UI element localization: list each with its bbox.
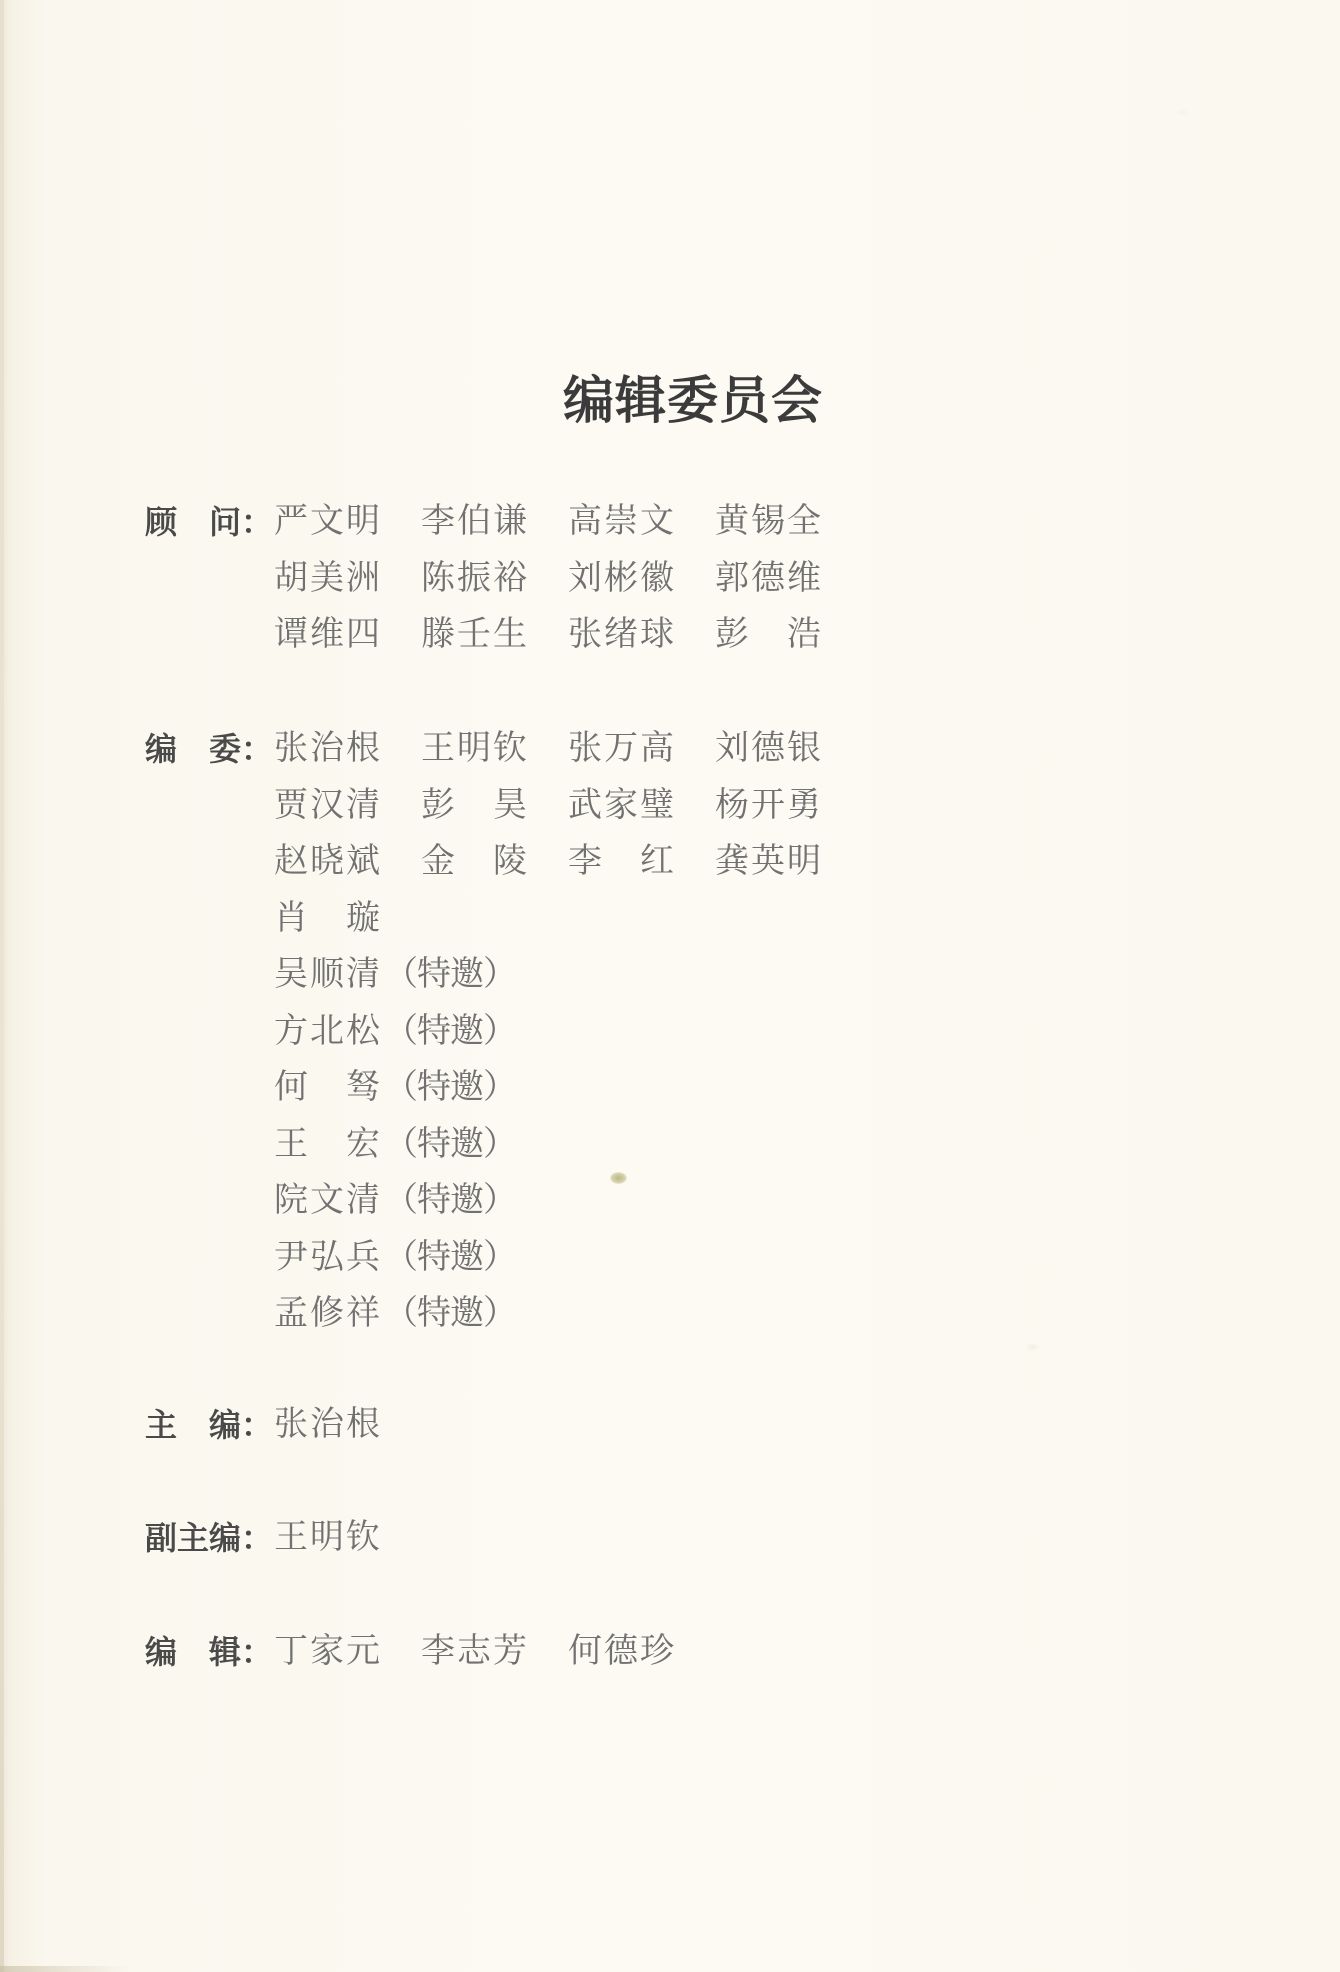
committee-member — [274, 1635, 381, 1669]
name-row — [274, 1184, 516, 1218]
committee-member — [274, 1012, 516, 1050]
name-row — [274, 1238, 516, 1276]
committee-row — [145, 891, 822, 948]
committee-member — [715, 732, 822, 766]
member-suffix-invited: （特邀） — [384, 956, 516, 994]
member-name: 刘彬徽 — [568, 559, 676, 597]
member-suffix-invited: （特邀） — [384, 1125, 516, 1163]
member-name: 陈振裕 — [421, 559, 529, 597]
committee-row — [145, 1397, 381, 1454]
committee-row — [145, 1117, 822, 1174]
committee-row — [145, 1060, 822, 1117]
committee-row — [145, 551, 822, 608]
committee-member — [274, 845, 381, 879]
committee-member — [274, 559, 382, 597]
committee-member — [421, 845, 528, 879]
committee-member — [421, 732, 528, 766]
member-name: 武家璧 — [568, 786, 676, 824]
member-name: 李 红 — [568, 843, 676, 881]
name-row — [274, 559, 823, 597]
committee-member — [715, 786, 823, 824]
member-name: 龚英明 — [715, 843, 823, 881]
committee-member — [274, 618, 381, 652]
committee-member — [421, 618, 528, 652]
committee-member — [421, 1635, 528, 1669]
member-suffix-invited: （特邀） — [384, 1069, 516, 1107]
role-label-advisor: 顾 问： — [145, 504, 274, 541]
committee-member — [274, 899, 382, 937]
committee-member — [568, 505, 675, 539]
committee-member — [715, 505, 822, 539]
role-label-deputy_chief_editor: 副主编： — [145, 1520, 274, 1557]
committee-row — [145, 947, 822, 1004]
committee-member — [274, 1184, 516, 1218]
member-name: 何德珍 — [568, 1633, 676, 1671]
member-name: 院文清 — [274, 1182, 382, 1220]
committee-member — [568, 559, 676, 597]
member-name: 方北松 — [274, 1012, 382, 1050]
committee-member — [568, 618, 675, 652]
member-name: 王明钦 — [274, 1519, 382, 1557]
committee-member — [274, 1408, 381, 1442]
section-chief_editor — [145, 1397, 381, 1454]
member-suffix-invited: （特邀） — [384, 1238, 516, 1276]
committee-member — [274, 1125, 516, 1163]
committee-member — [274, 1297, 516, 1331]
member-name: 彭 浩 — [715, 616, 823, 654]
committee-row — [145, 834, 822, 891]
member-name: 张万高 — [568, 730, 676, 768]
name-row — [274, 958, 516, 992]
member-suffix-invited: （特邀） — [384, 1295, 516, 1333]
committee-row — [145, 1286, 822, 1343]
member-name: 肖 璇 — [274, 899, 382, 937]
committee-row — [145, 778, 822, 835]
committee-row — [145, 607, 822, 664]
member-name: 黄锡全 — [715, 503, 823, 541]
committee-row — [145, 1230, 822, 1287]
scan-bottom-edge — [0, 1966, 130, 1972]
section-editorial_board — [145, 721, 822, 1343]
section-deputy_chief_editor — [145, 1510, 381, 1567]
name-row — [274, 1071, 516, 1105]
member-name: 谭维四 — [274, 616, 382, 654]
member-name: 丁家元 — [274, 1633, 382, 1671]
member-name: 王明钦 — [421, 730, 529, 768]
committee-member — [715, 845, 822, 879]
committee-row — [145, 721, 822, 778]
committee-row — [145, 1624, 675, 1681]
committee-row — [145, 1510, 381, 1567]
committee-member — [274, 1238, 516, 1276]
member-name: 尹弘兵 — [274, 1238, 382, 1276]
section-advisor — [145, 494, 822, 664]
committee-member — [568, 786, 676, 824]
member-name: 高崇文 — [568, 503, 676, 541]
committee-member — [715, 559, 823, 597]
committee-member — [274, 1071, 516, 1105]
member-name: 张治根 — [274, 730, 382, 768]
member-name: 金 陵 — [421, 843, 529, 881]
member-name: 杨开勇 — [715, 786, 823, 824]
member-name: 刘德银 — [715, 730, 823, 768]
committee-member — [274, 958, 516, 992]
member-name: 郭德维 — [715, 559, 823, 597]
page-title: 编辑委员会 — [563, 374, 824, 430]
role-label-chief_editor: 主 编： — [145, 1407, 274, 1444]
committee-member — [274, 1521, 381, 1555]
committee-member — [568, 845, 675, 879]
member-name: 贾汉清 — [274, 786, 382, 824]
member-name: 张绪球 — [568, 616, 676, 654]
section-editors — [145, 1624, 675, 1681]
committee-member — [274, 786, 382, 824]
name-row — [274, 505, 822, 539]
committee-member — [421, 505, 528, 539]
member-name: 赵晓斌 — [274, 843, 382, 881]
committee-row — [145, 1173, 822, 1230]
name-row — [274, 1635, 675, 1669]
name-row — [274, 1012, 516, 1050]
member-name: 王 宏 — [274, 1125, 382, 1163]
member-name: 张治根 — [274, 1406, 382, 1444]
scan-speck-light-bottom — [1026, 1343, 1039, 1351]
scan-left-edge — [0, 0, 4, 1972]
member-name: 何 驽 — [274, 1069, 382, 1107]
committee-member — [274, 732, 381, 766]
name-row — [274, 1408, 381, 1442]
member-name: 孟修祥 — [274, 1295, 382, 1333]
name-row — [274, 1125, 516, 1163]
committee-member — [421, 786, 529, 824]
scan-speck-green — [610, 1172, 627, 1184]
committee-member — [421, 559, 529, 597]
name-row — [274, 1521, 381, 1555]
scan-speck-light-top — [1176, 108, 1190, 117]
name-row — [274, 899, 382, 937]
member-suffix-invited: （特邀） — [384, 1182, 516, 1220]
name-row — [274, 732, 822, 766]
committee-member — [568, 1635, 675, 1669]
name-row — [274, 618, 822, 652]
committee-row — [145, 1004, 822, 1061]
role-label-editorial_board: 编 委： — [145, 731, 274, 768]
committee-member — [715, 618, 822, 652]
member-name: 彭 昊 — [421, 786, 529, 824]
name-row — [274, 845, 822, 879]
committee-row — [145, 494, 822, 551]
member-suffix-invited: （特邀） — [384, 1012, 516, 1050]
role-label-editors: 编 辑： — [145, 1634, 274, 1671]
member-name: 李伯谦 — [421, 503, 529, 541]
name-row — [274, 1297, 516, 1331]
committee-member — [568, 732, 675, 766]
member-name: 吴顺清 — [274, 956, 382, 994]
name-row — [274, 786, 823, 824]
committee-member — [274, 505, 381, 539]
member-name: 滕壬生 — [421, 616, 529, 654]
member-name: 李志芳 — [421, 1633, 529, 1671]
member-name: 严文明 — [274, 503, 382, 541]
member-name: 胡美洲 — [274, 559, 382, 597]
